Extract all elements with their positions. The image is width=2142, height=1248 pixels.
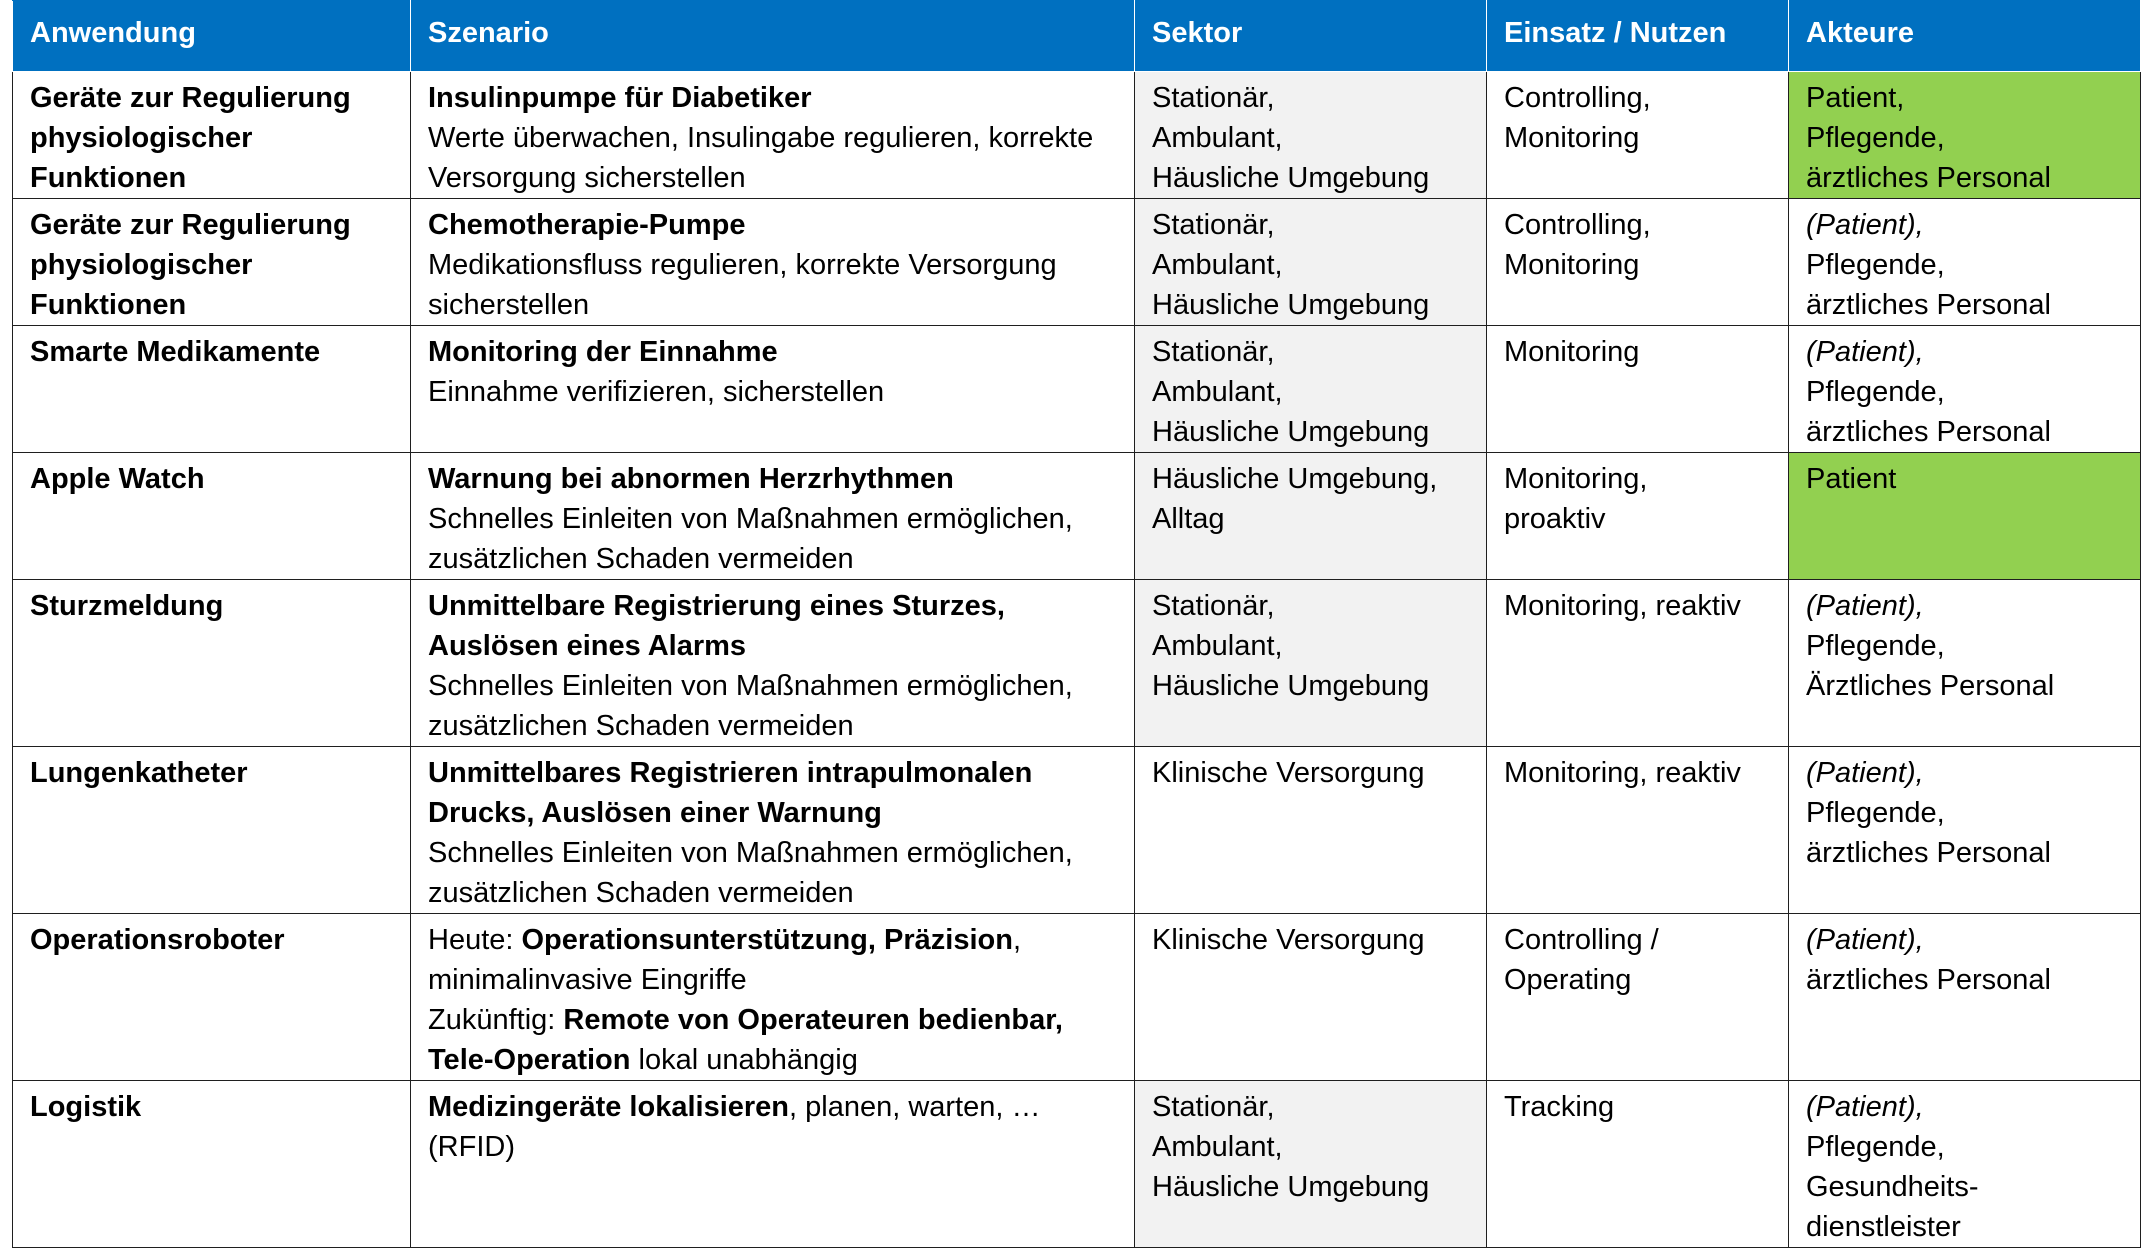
cell-szenario [411,580,1135,747]
szenario-title: Insulinpumpe für Diabetiker [428,82,812,114]
anwendung-label: Logistik [30,1091,142,1123]
sektor-line: Ambulant, [1152,630,1283,662]
akteure-optional-patient: (Patient), [1806,757,1924,789]
header-szenario: Szenario [411,1,1135,72]
akteure-line: Patient [1806,463,1897,495]
akteure-line: ärztliches Personal [1806,289,2051,321]
sektor-line: Klinische Versorgung [1152,924,1425,956]
cell-szenario [411,326,1135,453]
szenario-text: Schnelles Einleiten von Maßnahmen ermöglichen, zusätzlichen Schaden vermeiden [428,837,1073,909]
szenario-text: Schnelles Einleiten von Maßnahmen ermöglichen, zusätzlichen Schaden vermeiden [428,503,1073,575]
cell-einsatz [1487,72,1789,199]
cell-anwendung [13,1081,411,1248]
cell-sektor [1135,580,1487,747]
szenario-run: Medizingeräte lokalisieren [428,1091,790,1123]
akteure-line: dienstleister [1806,1211,1961,1243]
sektor-line: Häusliche Umgebung [1152,289,1430,321]
szenario-run: Heute: [428,924,522,956]
anwendung-label: Operationsroboter [30,924,285,956]
cell-einsatz [1487,453,1789,580]
einsatz-line: Monitoring [1504,336,1640,368]
szenario-title: Unmittelbare Registrierung eines Sturzes, Auslösen eines Alarms [428,590,1005,662]
cell-szenario [411,453,1135,580]
cell-akteure [1789,914,2141,1081]
table-row [13,326,2141,453]
cell-sektor [1135,747,1487,914]
sektor-line: Häusliche Umgebung [1152,416,1430,448]
scenario-table [12,0,2141,1248]
sektor-line: Stationär, [1152,82,1275,114]
cell-einsatz [1487,914,1789,1081]
einsatz-line: Controlling / [1504,924,1659,956]
header-anwendung: Anwendung [13,1,411,72]
cell-einsatz [1487,199,1789,326]
szenario-title: Chemotherapie-Pumpe [428,209,746,241]
table-body [13,72,2141,1248]
szenario-text: Schnelles Einleiten von Maßnahmen ermöglichen, zusätzlichen Schaden vermeiden [428,670,1073,742]
akteure-optional-patient: (Patient), [1806,1091,1924,1123]
sektor-line: Stationär, [1152,336,1275,368]
sektor-line: Klinische Versorgung [1152,757,1425,789]
cell-anwendung [13,72,411,199]
anwendung-label: Apple Watch [30,463,205,495]
einsatz-line: Controlling, [1504,209,1651,241]
cell-akteure [1789,453,2141,580]
cell-sektor [1135,914,1487,1081]
cell-akteure [1789,1081,2141,1248]
sektor-line: Ambulant, [1152,1131,1283,1163]
einsatz-line: Monitoring [1504,249,1640,281]
einsatz-line: Monitoring, reaktiv [1504,757,1741,789]
table-header-row [13,1,2141,72]
sektor-line: Ambulant, [1152,249,1283,281]
szenario-run: Operationsunterstützung, Präzision [521,924,1013,956]
akteure-optional-patient: (Patient), [1806,336,1924,368]
akteure-line: ärztliches Personal [1806,416,2051,448]
akteure-optional-patient: (Patient), [1806,209,1924,241]
akteure-optional-patient: (Patient), [1806,924,1924,956]
szenario-text: Medikationsfluss regulieren, korrekte Versorgung sicherstellen [428,249,1057,321]
akteure-line: Pflegende, [1806,1131,1945,1163]
szenario-title: Unmittelbares Registrieren intrapulmonalen Drucks, Auslösen einer Warnung [428,757,1033,829]
szenario-run: , planen, warten, … (RFID) [428,1091,1041,1163]
szenario-text: Einnahme verifizieren, sicherstellen [428,376,885,408]
header-einsatz-nutzen: Einsatz / Nutzen [1487,1,1789,72]
cell-sektor [1135,72,1487,199]
sektor-line: Alltag [1152,503,1225,535]
cell-anwendung [13,580,411,747]
cell-anwendung [13,747,411,914]
einsatz-line: Operating [1504,964,1632,996]
szenario-title: Monitoring der Einnahme [428,336,778,368]
akteure-line: Pflegende, [1806,376,1945,408]
akteure-optional-patient: (Patient), [1806,590,1924,622]
szenario-text: Werte überwachen, Insulingabe regulieren, korrekte Versorgung sicherstellen [428,122,1094,194]
cell-akteure [1789,747,2141,914]
sektor-line: Häusliche Umgebung, [1152,463,1438,495]
sektor-line: Ambulant, [1152,122,1283,154]
cell-sektor [1135,1081,1487,1248]
szenario-title: Warnung bei abnormen Herzrhythmen [428,463,954,495]
table-row [13,580,2141,747]
table-row [13,914,2141,1081]
cell-sektor [1135,453,1487,580]
akteure-line: Patient, [1806,82,1905,114]
anwendung-label: Sturzmeldung [30,590,224,622]
cell-sektor [1135,199,1487,326]
akteure-line: Pflegende, [1806,630,1945,662]
einsatz-line: Monitoring, [1504,463,1648,495]
einsatz-line: proaktiv [1504,503,1606,535]
einsatz-line: Tracking [1504,1091,1615,1123]
szenario-run: lokal unabhängig [630,1044,858,1076]
anwendung-label: Geräte zur Regulierung physiologischer Funktionen [30,209,351,321]
cell-einsatz [1487,580,1789,747]
akteure-line: Gesundheits- [1806,1171,1979,1203]
cell-akteure [1789,199,2141,326]
cell-anwendung [13,914,411,1081]
akteure-line: Pflegende, [1806,797,1945,829]
einsatz-line: Monitoring [1504,122,1640,154]
szenario-run: , minimalinvasive Eingriffe [428,924,1021,996]
cell-akteure [1789,72,2141,199]
anwendung-label: Lungenkatheter [30,757,248,789]
szenario-run: Zukünftig: [428,1004,564,1036]
table-row [13,1081,2141,1248]
cell-szenario [411,72,1135,199]
szenario-run: Remote von Operateuren bedienbar, Tele-Operation [428,1004,1063,1076]
table-row [13,72,2141,199]
akteure-line: Pflegende, [1806,122,1945,154]
sektor-line: Stationär, [1152,590,1275,622]
sektor-line: Stationär, [1152,1091,1275,1123]
anwendung-label: Geräte zur Regulierung physiologischer Funktionen [30,82,351,194]
akteure-line: ärztliches Personal [1806,162,2051,194]
akteure-line: Ärztliches Personal [1806,670,2055,702]
table-row [13,199,2141,326]
cell-einsatz [1487,1081,1789,1248]
akteure-line: ärztliches Personal [1806,964,2051,996]
cell-sektor [1135,326,1487,453]
sektor-line: Ambulant, [1152,376,1283,408]
einsatz-line: Monitoring, reaktiv [1504,590,1741,622]
cell-akteure [1789,326,2141,453]
cell-anwendung [13,326,411,453]
cell-einsatz [1487,747,1789,914]
cell-szenario [411,1081,1135,1248]
akteure-line: Pflegende, [1806,249,1945,281]
cell-szenario [411,199,1135,326]
einsatz-line: Controlling, [1504,82,1651,114]
sektor-line: Häusliche Umgebung [1152,162,1430,194]
header-akteure: Akteure [1789,1,2141,72]
cell-anwendung [13,199,411,326]
sektor-line: Häusliche Umgebung [1152,670,1430,702]
anwendung-label: Smarte Medikamente [30,336,321,368]
cell-akteure [1789,580,2141,747]
cell-anwendung [13,453,411,580]
cell-szenario [411,914,1135,1081]
cell-szenario [411,747,1135,914]
cell-einsatz [1487,326,1789,453]
header-sektor: Sektor [1135,1,1487,72]
sektor-line: Stationär, [1152,209,1275,241]
akteure-line: ärztliches Personal [1806,837,2051,869]
table-row [13,453,2141,580]
table-row [13,747,2141,914]
sektor-line: Häusliche Umgebung [1152,1171,1430,1203]
